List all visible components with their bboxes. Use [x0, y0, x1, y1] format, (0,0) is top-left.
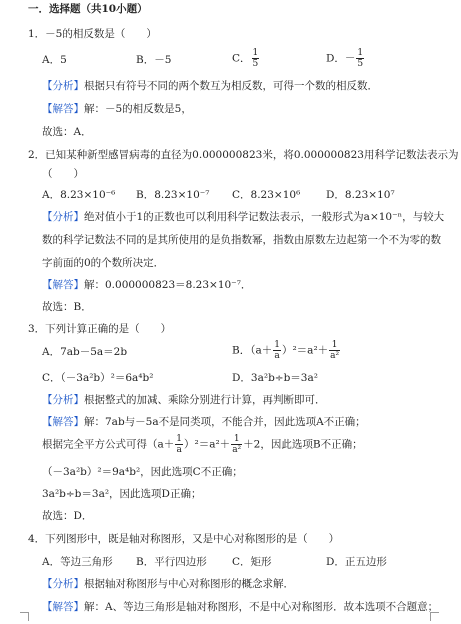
q1-option-d-fraction — [356, 48, 364, 69]
frac-numerator: 1 — [176, 434, 182, 444]
q2-stem-line1: 2．已知某种新型感冒病毒的直径为0.000000823米，将0.000000823用科学记数法表示为 — [28, 149, 459, 161]
analysis-tag: 【分析】 — [42, 578, 84, 590]
frac-numerator: 1 — [252, 48, 259, 58]
frac-denominator: 5 — [252, 59, 259, 69]
q1-option-c — [232, 48, 260, 69]
answer-tag: 【解答】 — [42, 416, 84, 428]
q1-option-c-fraction — [252, 48, 260, 69]
answer-text: 解：－5的相反数是5， — [84, 103, 192, 115]
analysis-text: 根据整式的加减、乘除分别进行计算，再判断即可． — [84, 394, 326, 406]
analysis-text: 绝对值小于1的正数也可以利用科学记数法表示，一般形式为a×10⁻ⁿ，与较大 — [84, 211, 445, 223]
q2-option-a: A．8.23×10⁻⁶ — [42, 189, 116, 201]
q1-option-a: A．5 — [42, 54, 67, 66]
q1-option-c-label: C． — [232, 52, 251, 65]
q2-option-b: B．8.23×10⁻⁷ — [136, 189, 210, 201]
q4-analysis — [42, 577, 294, 591]
q3-option-b-pre: B．（a＋ — [232, 344, 273, 357]
analysis-tag: 【分析】 — [42, 211, 84, 223]
answer-tag: 【解答】 — [42, 103, 84, 115]
q3-option-c: C．（－3a²b）²＝6a⁴b² — [42, 372, 154, 384]
frac-denominator: a² — [330, 351, 340, 361]
q3-option-a: A．7ab－5a＝2b — [42, 346, 128, 358]
q2-conclusion: 故选：B． — [42, 301, 92, 313]
answer-l2-post: ＋2，因此选项B不正确； — [243, 438, 363, 451]
frac-denominator: 5 — [357, 59, 364, 69]
q1-analysis — [42, 79, 378, 93]
analysis-tag: 【分析】 — [42, 80, 84, 92]
q1-conclusion: 故选：A． — [42, 126, 92, 138]
q4-option-b: B．平行四边形 — [136, 556, 207, 568]
q2-analysis-line2: 数的科学记数法不同的是其所使用的是负指数幂，指数由原数左边起第一个不为零的数 — [42, 234, 441, 246]
answer-text: 解：A、等边三角形是轴对称图形，不是中心对称图形．故本选项不合题意； — [84, 601, 439, 613]
q4-answer — [42, 600, 438, 614]
section-title: 一．选择题（共10小题） — [28, 3, 148, 15]
q1-stem: 1．－5的相反数是（ ） — [28, 28, 157, 40]
q3-stem: 3．下列计算正确的是（ ） — [28, 323, 172, 335]
frac-denominator: a — [176, 445, 182, 455]
corner-mark-left — [20, 612, 29, 621]
q3-answer-line4: 3a²b÷b＝3a²，因此选项D正确； — [42, 488, 202, 500]
q3-answer-line1 — [42, 415, 366, 429]
q3-conclusion: 故选：D． — [42, 510, 93, 522]
answer-tag: 【解答】 — [42, 601, 84, 613]
q3-option-b-mid: ）²＝a²＋ — [281, 344, 329, 357]
q4-option-d: D．正五边形 — [326, 556, 387, 568]
q3-answer-fraction-2 — [231, 434, 242, 455]
q1-answer — [42, 102, 192, 116]
frac-denominator: a² — [232, 445, 242, 455]
analysis-tag: 【分析】 — [42, 394, 84, 406]
q4-stem: 4．下列图形中，既是轴对称图形，又是中心对称图形的是（ ） — [28, 533, 340, 545]
q2-option-c: C．8.23×10⁶ — [232, 189, 301, 201]
answer-text: 解：0.000000823＝8.23×10⁻⁷． — [84, 279, 252, 291]
answer-tag: 【解答】 — [42, 279, 84, 291]
q1-option-b: B．－5 — [136, 54, 172, 66]
q3-option-b — [232, 340, 341, 361]
q3-answer-line2 — [42, 434, 363, 455]
q2-stem-line2: （ ） — [42, 168, 84, 180]
q3-answer-fraction-1 — [175, 434, 183, 455]
frac-numerator: 1 — [274, 340, 280, 350]
q2-analysis-line1 — [42, 210, 444, 224]
q3-answer-line3: （－3a²b）²＝9a⁴b²，因此选项C不正确； — [42, 466, 243, 478]
corner-mark-right — [430, 612, 439, 621]
frac-numerator: 1 — [231, 434, 242, 445]
analysis-text: 根据只有符号不同的两个数互为相反数，可得一个数的相反数． — [84, 80, 378, 92]
q1-option-d-label: D．－ — [326, 52, 356, 65]
frac-numerator: 1 — [357, 48, 364, 58]
q1-option-d — [326, 48, 365, 69]
q3-option-d: D．3a²b÷b＝3a² — [232, 372, 318, 384]
q2-answer — [42, 278, 251, 292]
q2-analysis-line3: 字前面的0的个数所决定． — [42, 257, 165, 269]
answer-text: 解：7ab与－5a不是同类项，不能合并，因此选项A不正确； — [84, 416, 366, 428]
analysis-text: 根据轴对称图形与中心对称图形的概念求解． — [84, 578, 294, 590]
q3-option-b-fraction-2 — [329, 340, 340, 361]
answer-l2-mid: ）²＝a²＋ — [184, 438, 231, 451]
answer-l2-pre: 根据完全平方公式可得（a＋ — [42, 438, 175, 451]
frac-numerator: 1 — [329, 340, 340, 351]
q2-option-d: D．8.23×10⁷ — [326, 189, 395, 201]
frac-denominator: a — [274, 351, 280, 361]
q4-option-c: C．矩形 — [232, 556, 272, 568]
q3-option-b-fraction-1 — [273, 340, 281, 361]
q3-analysis — [42, 393, 326, 407]
q4-option-a: A．等边三角形 — [42, 556, 113, 568]
